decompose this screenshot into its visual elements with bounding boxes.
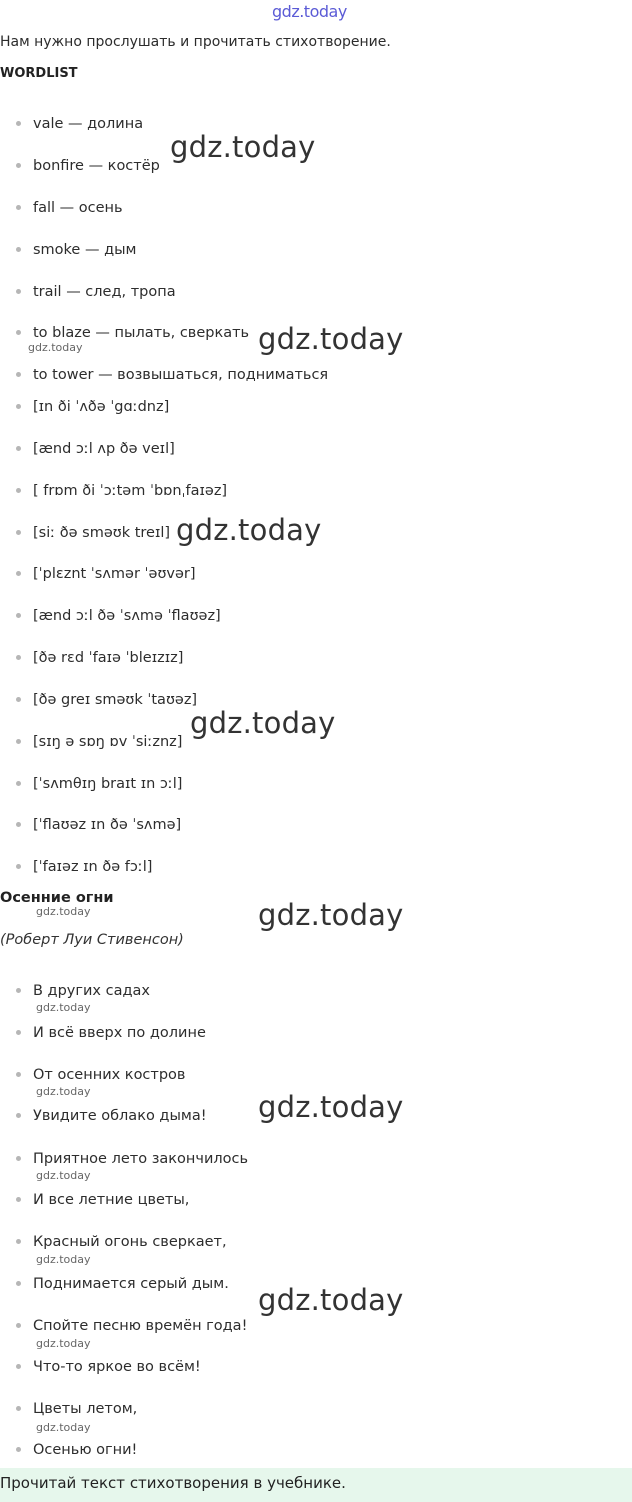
note-banner (0, 1468, 632, 1502)
bullet-icon (16, 1406, 21, 1411)
list-item: trail — след, тропа (16, 284, 176, 300)
bullet-icon (16, 781, 21, 786)
list-item: [siː ðə sməʊk treɪl] (16, 525, 170, 541)
list-item: [ˈsʌmθɪŋ braɪt ɪn ɔːl] (16, 776, 182, 792)
wordlist-heading: WORDLIST (0, 66, 78, 81)
watermark-small: gdz.today (28, 341, 83, 354)
bullet-icon (16, 864, 21, 869)
bullet-icon (16, 697, 21, 702)
bullet-icon (16, 739, 21, 744)
bullet-icon (16, 1113, 21, 1118)
bullet-icon (16, 289, 21, 294)
bullet-icon (16, 446, 21, 451)
list-item: В других садах (16, 983, 150, 999)
watermark: gdz.today (190, 706, 336, 740)
list-item: [ frɒm ði ˈɔːtəm ˈbɒnˌfaɪəz] (16, 483, 227, 499)
list-item: Что-то яркое во всём! (16, 1359, 201, 1375)
watermark: gdz.today (258, 1283, 404, 1317)
poem-title: Осенние огни (0, 890, 114, 906)
list-item: [sɪŋ ə sɒŋ ɒv ˈsiːznz] (16, 734, 182, 750)
watermark-small: gdz.today (36, 1001, 91, 1014)
watermark-small: gdz.today (36, 1169, 91, 1182)
bullet-icon (16, 163, 21, 168)
list-item: fall — осень (16, 200, 123, 216)
list-item: [ɪn ði ˈʌðə ˈgɑːdnz] (16, 399, 169, 415)
list-item: [ðə greɪ sməʊk ˈtaʊəz] (16, 692, 197, 708)
list-item: vale — долина (16, 116, 143, 132)
list-item: [ænd ɔːl ðə ˈsʌmə ˈflaʊəz] (16, 608, 221, 624)
bullet-icon (16, 1239, 21, 1244)
bullet-icon (16, 655, 21, 660)
watermark-small: gdz.today (36, 1337, 91, 1350)
bullet-icon (16, 1072, 21, 1077)
bullet-icon (16, 205, 21, 210)
bullet-icon (16, 330, 21, 335)
list-item: smoke — дым (16, 242, 136, 258)
watermark-small: gdz.today (36, 1421, 91, 1434)
intro-text: Нам нужно прослушать и прочитать стихотворение. (0, 34, 391, 50)
list-item: Приятное лето закончилось (16, 1151, 248, 1167)
bullet-icon (16, 1030, 21, 1035)
list-item: [ˈflaʊəz ɪn ðə ˈsʌmə] (16, 817, 181, 833)
bullet-icon (16, 571, 21, 576)
list-item: bonfire — костёр (16, 158, 160, 174)
bullet-icon (16, 1323, 21, 1328)
poem-author: (Роберт Луи Стивенсон) (0, 932, 184, 948)
list-item: И всё вверх по долине (16, 1025, 206, 1041)
list-item: Цветы летом, (16, 1401, 137, 1417)
list-item: И все летние цветы, (16, 1192, 189, 1208)
bullet-icon (16, 1447, 21, 1452)
watermark: gdz.today (176, 513, 322, 547)
bullet-icon (16, 1364, 21, 1369)
watermark: gdz.today (170, 130, 316, 164)
watermark-small: gdz.today (36, 1085, 91, 1098)
bullet-icon (16, 404, 21, 409)
list-item: [ænd ɔːl ʌp ðə veɪl] (16, 441, 175, 457)
list-item: Спойте песню времён года! (16, 1318, 247, 1334)
list-item: Увидите облако дыма! (16, 1108, 207, 1124)
bullet-icon (16, 530, 21, 535)
bullet-icon (16, 822, 21, 827)
list-item: to tower — возвышаться, подниматься (16, 367, 328, 383)
watermark-small: gdz.today (36, 905, 91, 918)
note-text: Прочитай текст стихотворения в учебнике. (0, 1474, 346, 1492)
watermark: gdz.today (258, 1090, 404, 1124)
bullet-icon (16, 613, 21, 618)
watermark: gdz.today (258, 898, 404, 932)
list-item: [ˈfaɪəz ɪn ðə fɔːl] (16, 859, 152, 875)
bullet-icon (16, 121, 21, 126)
list-item: to blaze — пылать, сверкать (16, 325, 249, 341)
list-item: Поднимается серый дым. (16, 1276, 229, 1292)
bullet-icon (16, 1197, 21, 1202)
bullet-icon (16, 488, 21, 493)
bullet-icon (16, 988, 21, 993)
list-item: Красный огонь сверкает, (16, 1234, 227, 1250)
site-logo[interactable]: gdz.today (272, 2, 347, 21)
list-item: [ˈplɛznt ˈsʌmər ˈəʊvər] (16, 566, 196, 582)
watermark: gdz.today (258, 322, 404, 356)
watermark-small: gdz.today (36, 1253, 91, 1266)
bullet-icon (16, 1156, 21, 1161)
list-item: Осенью огни! (16, 1442, 137, 1458)
list-item: [ðə rɛd ˈfaɪə ˈbleɪzɪz] (16, 650, 183, 666)
bullet-icon (16, 372, 21, 377)
bullet-icon (16, 247, 21, 252)
bullet-icon (16, 1281, 21, 1286)
list-item: От осенних костров (16, 1067, 185, 1083)
